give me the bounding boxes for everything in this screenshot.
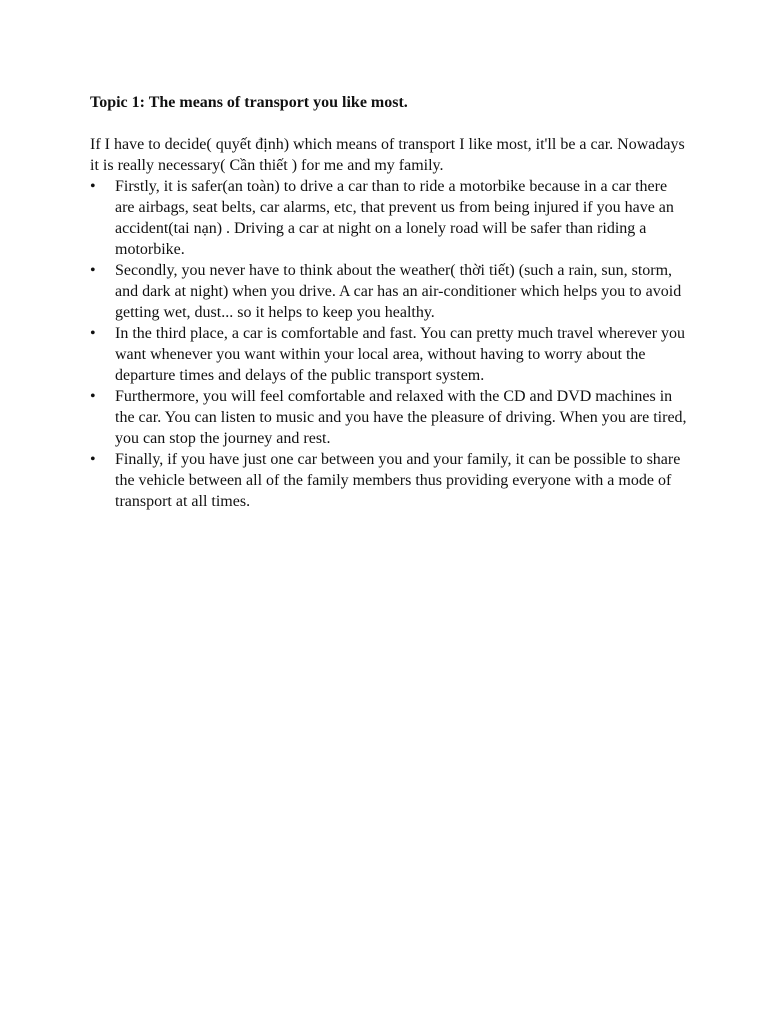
bullet-icon: •: [90, 262, 96, 279]
list-item: [90, 386, 690, 449]
list-item-text: Furthermore, you will feel comfortable and relaxed with the CD and DVD machines in the car. You can listen to music and you have the pleasure of driving. When you are tired, you can stop the journey and rest.: [115, 388, 687, 447]
list-item: [90, 323, 690, 386]
document-page: [90, 92, 690, 512]
list-item: [90, 176, 690, 260]
list-item-text: Firstly, it is safer(an toàn) to drive a car than to ride a motorbike because in a car there are airbags, seat belts, car alarms, etc, that prevent us from being injured if you have an accident(tai nạn) . Driving a car at night on a lonely road will be safer than riding a motorbike.: [115, 178, 674, 258]
bullet-icon: •: [90, 178, 96, 195]
intro-paragraph: If I have to decide( quyết định) which means of transport I like most, it'll be a car. Nowadays it is really necessary( Cần thiết ) for me and my family.: [90, 136, 685, 174]
bullet-list: [90, 176, 690, 512]
bullet-icon: •: [90, 451, 96, 468]
document-title: Topic 1: The means of transport you like most.: [90, 94, 408, 111]
bullet-icon: •: [90, 325, 96, 342]
list-item: [90, 260, 690, 323]
bullet-icon: •: [90, 388, 96, 405]
list-item-text: In the third place, a car is comfortable and fast. You can pretty much travel wherever you want whenever you want within your local area, without having to worry about the departure times and delays of the public transport system.: [115, 325, 686, 384]
list-item: [90, 449, 690, 512]
list-item-text: Secondly, you never have to think about the weather( thời tiết) (such a rain, sun, storm, and dark at night) when you drive. A car has an air-conditioner which helps you to avoid getting wet, dust... so it helps to keep you healthy.: [115, 262, 682, 321]
list-item-text: Finally, if you have just one car between you and your family, it can be possible to share the vehicle between all of the family members thus providing everyone with a mode of transport at all times.: [115, 451, 681, 510]
